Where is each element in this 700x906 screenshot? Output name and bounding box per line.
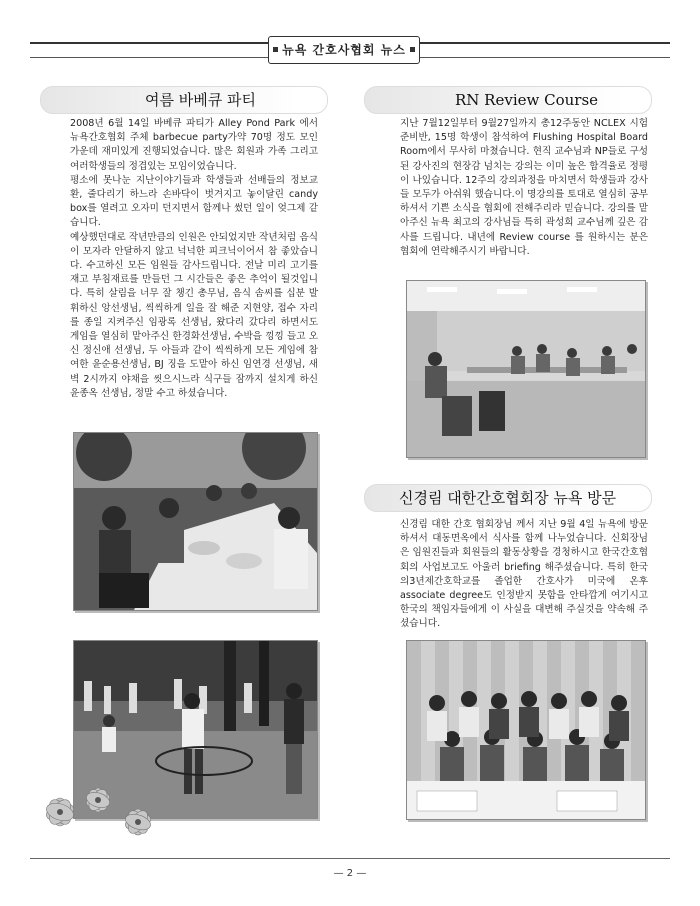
bbq-article-body [70,117,318,401]
visit-title-text: 신경림 대한간호협회장 뉴욕 방문 [399,489,617,507]
classroom-photo [406,280,646,458]
review-title-text: RN Review Course [455,91,599,109]
bbq-paragraph-2: 평소에 못나눈 지난이야기들과 학생들과 선배들의 정보교환, 줄다리기 하느라 손바닥이 벗겨지고 놓이달린 candy box를 열려고 오자미 던지면서 함께나 썼던 일이 엊그제 같습니다. [70,174,318,229]
review-article-body [400,117,648,259]
review-paragraph-1: 지난 7월12일부터 9월27일까지 총12주동안 NCLEX 시험준비반, 15명 학생이 참석하여 Flushing Hospital Board Room에서 무사히 마쳤습니다. 현직 교수님과 NP들로 구성된 강사진의 현장감 넘치는 강의는 이미 높은 합격율로 정평이 나있습니다. 12주의 강의과정을 마치면서 학생들과 강사들 모두가 아쉬워 했습니다.이 명강의를 토대로 열심히 공부하셔서 기쁜 소식을 협회에 전해주리라 믿습니다. 강의를 맡아주신 뉴욕 최고의 강사님들 특히 곽성희 교수님께 깊은 감사를 드립니다. 내년에 Review course 를 원하시는 분은 협회에 연락해주시기 바랍니다. [400,118,648,257]
group-photo [406,640,646,820]
visit-paragraph-1: 신경림 대한 간호 협회장님 께서 지난 9월 4일 뉴욕에 방문 하셔서 대동면옥에서 식사를 함께 나누었습니다. 신회장님은 임원진들과 회원들의 활동상황을 경청하시고 한국간호협회의 사업보고도 아울러 briefing 해주셨습니다. 특히 한국의3년제간호학교를 졸업한 간호사가 미국에 온후 associate degree도 인정받지 못함을 안타깝게 여기시고 한국의 책임자들에게 이 사실을 대변해 주실것을 약속해 주셨습니다. [400,519,648,630]
bbq-picnic-photo [73,432,318,611]
page-number: — 2 — [333,868,367,879]
footer-rule [30,858,670,859]
bbq-section-title [40,86,328,114]
visit-article-body [400,518,648,632]
bbq-paragraph-3: 예상했던대로 작년만큼의 인원은 안되었지만 작년처럼 음식이 모자라 안달하지 않고 넉넉한 피크닉이어서 참 좋았습니다. 수고하신 모든 임원들 감사드립니다. 전날 미리 고기를 재고 부침재료를 만들던 그 시간들은 좋은 추억이 될것입니다. 특히 살림을 너무 잘 챙긴 총무님, 음식 솜씨를 십분 발휘하신 앙선생님, 씩씩하게 일을 잘 해준 지현양, 접수 자리를 종일 지켜주신 임광록 선생님, 왔다리 갔다리 하면서도 게임을 열심히 맡아주신 한경화선생님, 수박을 낑낑 들고 오신 정신애 선생님, 두 아들과 같이 씩씩하게 모든 게임에 참여한 윤순용선생님, BJ 징을 도맡아 하신 임연경 선생님, 새벽 2시까지 야채을 씻으시느라 식구들 잠까지 설치게 하신 윤종옥 선생님, 정말 수고 하셨습니다. [70,231,318,399]
flower-decoration-icon [38,770,168,850]
visit-section-title [364,484,652,512]
bbq-title-text: 여름 바베큐 파티 [145,91,256,109]
newsletter-title: 뉴욕 간호사협회 뉴스 [268,36,420,64]
bbq-paragraph-1: 2008년 6월 14일 바베큐 파티가 Alley Pond Park 에서 뉴욕간호협회 주체 barbecue party가약 70명 정도 모인가운데 재미있게 진행되었습니다. 많은 회원과 가족 그리고 여러학생들의 정겹있는 모임이었습니다. [70,118,318,172]
review-section-title [364,86,652,114]
